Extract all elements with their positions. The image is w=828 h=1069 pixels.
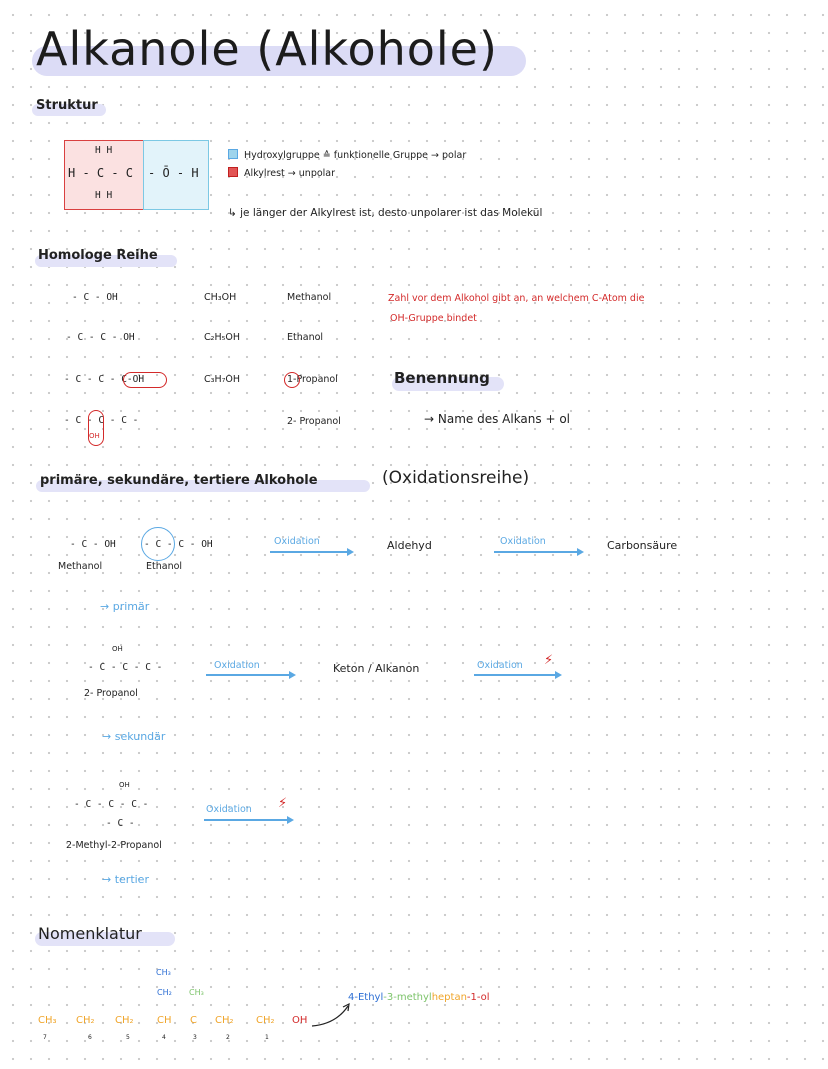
oxidation-arrow	[204, 819, 288, 821]
arrow-icon	[310, 1000, 354, 1030]
chain-oh: OH	[292, 1015, 308, 1026]
heading-alkohole: primäre, sekundäre, tertiere Alkohole	[40, 473, 318, 488]
hydroxyl-formula: - Ō - H	[148, 166, 199, 180]
secondary-oh: OH	[112, 645, 123, 653]
alkyl-formula: H - C - C	[68, 166, 134, 180]
secondary-structure: - C - C - C -	[88, 662, 163, 673]
iupac-name	[348, 992, 490, 1003]
homolog-formula-2: C₂H₅OH	[204, 332, 241, 343]
bolt-icon: ⚡	[544, 653, 554, 668]
arrow-head	[347, 548, 354, 556]
chain-c2: CH₂	[215, 1015, 234, 1026]
homolog-name-2: Ethanol	[287, 332, 324, 343]
arrow-head	[289, 671, 296, 679]
alkyl-bottom-h: H H	[95, 190, 113, 201]
label-primaer: → primär	[100, 600, 150, 613]
number-1: 1	[265, 1034, 269, 1041]
oxidation-arrow	[474, 674, 556, 676]
legend-hydroxyl: Hydroxylgruppe ≙ funktionelle Gruppe → polar	[228, 149, 466, 161]
homolog-structure-4: - C - C - C -	[64, 415, 139, 426]
number-2: 2	[226, 1034, 230, 1041]
oxidation-label: Oxidation	[274, 536, 320, 547]
number-6: 6	[88, 1034, 92, 1041]
bolt-icon: ⚡	[278, 796, 288, 811]
label-sekundaer: → sekundär	[102, 730, 166, 743]
oxidation-arrow	[494, 551, 578, 553]
heading-struktur: Struktur	[36, 98, 98, 113]
product-aldehyd: Aldehyd	[387, 539, 432, 552]
number-5: 5	[126, 1034, 130, 1041]
primary-methanol-structure: - C - OH	[70, 539, 116, 550]
legend-alkyl: Alkylrest → unpolar	[228, 167, 335, 179]
homolog-oh: OH	[89, 432, 100, 440]
chain-c6: CH₂	[76, 1015, 95, 1026]
tertiary-name: 2-Methyl-2-Propanol	[66, 840, 162, 851]
oh-circle	[88, 410, 104, 446]
product-keton: Keton / Alkanon	[333, 662, 420, 675]
number-4: 4	[162, 1034, 166, 1041]
homolog-name-3: 1-Propanol	[287, 374, 338, 385]
oxidation-label: Oxidation	[206, 804, 252, 815]
primary-ethanol-structure: - C - C - OH	[144, 539, 213, 550]
chain-c3: C	[190, 1015, 197, 1026]
red-note-1: Zahl vor dem Alkohol gibt an, an welchem C-Atom die	[388, 293, 645, 304]
oxidation-label: Oxidation	[500, 536, 546, 547]
tertiary-branch: - C -	[106, 818, 135, 829]
product-carbonsaeure: Carbonsäure	[607, 539, 678, 552]
oxidation-label: Oxidation	[214, 660, 260, 671]
position-circle	[284, 372, 300, 388]
homolog-structure-1: - C - OH	[72, 292, 118, 303]
naming-rule: → Name des Alkans + ol	[424, 412, 571, 426]
homolog-structure-3: - C - C - C-OH	[64, 374, 145, 385]
structure-note: ↳ je länger der Alkylrest ist, desto unpolarer ist das Molekül	[228, 207, 543, 219]
red-note-2: OH-Gruppe bindet	[390, 313, 477, 324]
arrow-head	[577, 548, 584, 556]
nomen-ch3-top: CH₃	[156, 968, 171, 977]
secondary-name: 2- Propanol	[84, 688, 138, 699]
nomen-ch2-branch: CH₂	[157, 988, 172, 997]
chain-c7: CH₃	[38, 1015, 57, 1026]
homolog-structure-2: - C - C - OH	[66, 332, 135, 343]
homolog-formula-1: CH₃OH	[204, 292, 237, 303]
heading-homologe-reihe: Homologe Reihe	[38, 248, 158, 263]
oh-circle	[123, 372, 167, 388]
primary-ethanol-name: Ethanol	[146, 561, 183, 572]
chain-c4: CH	[157, 1015, 172, 1026]
iupac-ol: -1-ol	[466, 992, 490, 1003]
iupac-heptan: heptan	[431, 992, 467, 1003]
homolog-name-1: Methanol	[287, 292, 332, 303]
chain-c5: CH₂	[115, 1015, 134, 1026]
oxidation-arrow	[270, 551, 348, 553]
heading-oxidationsreihe: (Oxidationsreihe)	[382, 468, 530, 488]
oxidation-label: Oxidation	[477, 660, 523, 671]
primary-methanol-name: Methanol	[58, 561, 103, 572]
oxidation-arrow	[206, 674, 290, 676]
homolog-formula-3: C₃H₇OH	[204, 374, 241, 385]
arrow-head	[287, 816, 294, 824]
label-tertier: → tertier	[102, 873, 149, 886]
iupac-ethyl: 4-Ethyl	[348, 992, 384, 1003]
tertiary-oh: OH	[119, 781, 130, 789]
iupac-methyl: -3-methyl	[383, 992, 432, 1003]
number-7: 7	[43, 1034, 47, 1041]
chain-c1: CH₂	[256, 1015, 275, 1026]
heading-nomenklatur: Nomenklatur	[38, 924, 142, 943]
alkyl-top-h: H H	[95, 145, 113, 156]
homolog-name-4: 2- Propanol	[287, 416, 341, 427]
heading-benennung: Benennung	[394, 369, 490, 387]
nomen-ch3-branch: CH₃	[189, 988, 204, 997]
number-3: 3	[193, 1034, 197, 1041]
arrow-head	[555, 671, 562, 679]
page-title: Alkanole (Alkohole)	[36, 22, 498, 76]
tertiary-structure: - C - C - C -	[74, 799, 149, 810]
